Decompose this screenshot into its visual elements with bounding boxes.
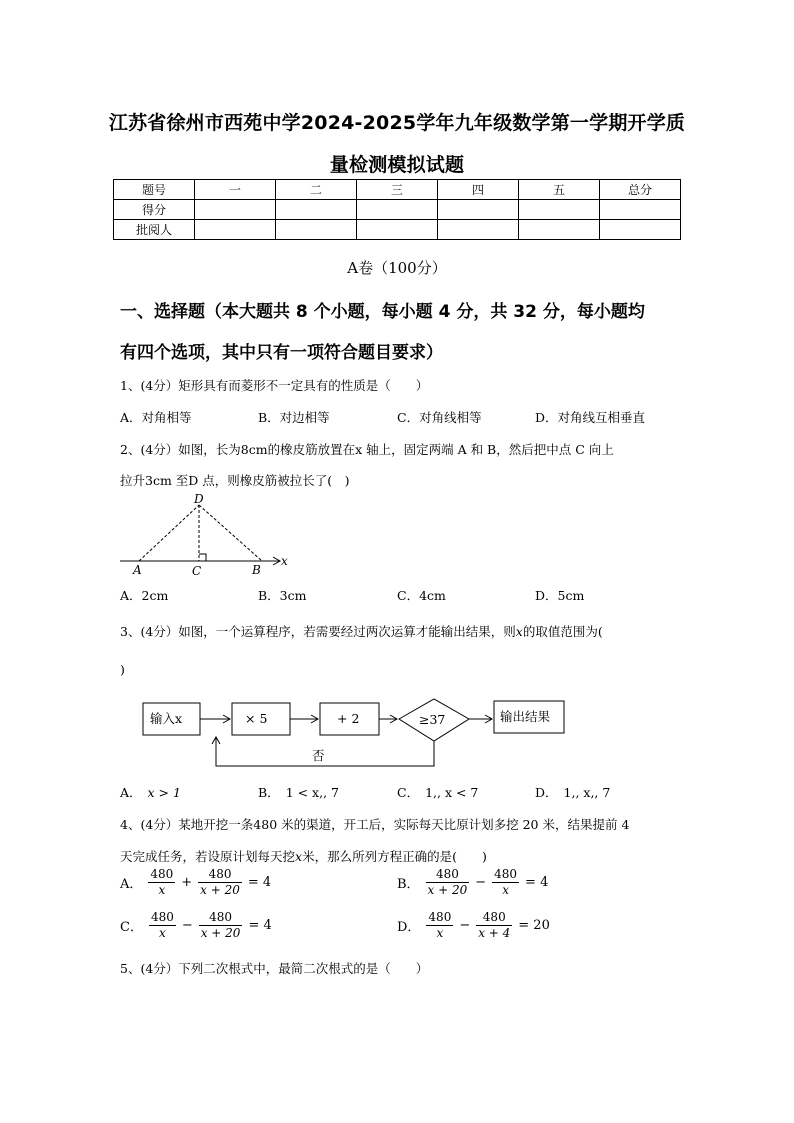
denominator: x (436, 926, 444, 940)
q4-option-d-label: D． (397, 920, 421, 935)
flow-add-label: + 2 (337, 711, 360, 726)
exam-title-line1: 江苏省徐州市西苑中学2024-2025学年九年级数学第一学期开学质 (108, 112, 686, 134)
paper-part-heading: A卷（100分） (347, 259, 447, 277)
numerator: 480 (494, 867, 518, 881)
q2-option-a: A．2cm (120, 588, 169, 603)
numerator: 480 (199, 910, 243, 926)
q3-option-d-label: D． (535, 785, 558, 800)
table-header-cell: 题号 (114, 180, 195, 200)
q3-option-d-math: 1,, x,, 7 (563, 785, 611, 800)
label-c: C (192, 564, 202, 578)
q4-option-b (397, 867, 548, 898)
table-header-cell: 三 (357, 180, 438, 200)
q1-option-b: B．对边相等 (258, 410, 330, 425)
q4-option-b-fraction-1 (426, 867, 470, 898)
q4-option-c (120, 910, 272, 941)
q4-stem-text-a: 天完成任务，若设原计划每天挖 (120, 849, 296, 864)
exam-title-line2: 量检测模拟试题 (329, 154, 465, 176)
q3-option-a (120, 783, 181, 801)
q4-option-a-fraction-2 (198, 867, 242, 898)
section-heading-line2: 有四个选项，其中只有一项符合题目要求） (120, 343, 443, 363)
q3-option-c-math: 1,, x < 7 (425, 785, 479, 800)
operator: − (181, 918, 193, 933)
operator: + (181, 875, 193, 890)
flow-input-label: 输入x (150, 711, 183, 726)
q4-option-d-fraction-1 (426, 910, 453, 941)
right-hand-side: = 20 (518, 918, 550, 933)
question-3-stem-line2: ) (120, 662, 125, 677)
flow-output-label: 输出结果 (500, 709, 551, 724)
q4-option-a (120, 867, 271, 898)
question-2-stem-line2: 拉升3cm 至D 点，则橡皮筋被拉长了( ) (120, 473, 350, 488)
label-x: x (281, 554, 288, 568)
q4-option-d-fraction-2 (476, 910, 512, 941)
numerator: 480 (198, 867, 242, 883)
flow-loop-back-line (216, 738, 434, 766)
table-header-cell: 一 (195, 180, 276, 200)
q3-option-c-label: C． (397, 785, 420, 800)
row-label: 批阅人 (114, 220, 195, 240)
operator: − (459, 918, 471, 933)
q3-option-b-label: B． (258, 785, 280, 800)
question-1-stem: 1、(4分）矩形具有而菱形不一定具有的性质是（ ） (120, 378, 429, 393)
table-header-cell: 总分 (600, 180, 681, 200)
question-4-stem-line1: 4、(4分）某地开挖一条480 米的渠道，开工后，实际每天比原计划多挖 20 米，结果提前 4 (120, 817, 630, 832)
numerator: 480 (426, 867, 470, 883)
label-b: B (252, 563, 261, 577)
flow-mult-label: × 5 (245, 711, 268, 726)
q1-option-a: A．对角相等 (120, 410, 192, 425)
q1-option-c: C．对角线相等 (397, 410, 482, 425)
q3-option-b-math: 1 < x,, 7 (285, 785, 339, 800)
q3-stem-var: x (515, 624, 523, 639)
q3-stem-text: 3、(4分）如图，一个运算程序，若需要经过两次运算才能输出结果，则 (120, 624, 516, 639)
right-hand-side: = 4 (525, 875, 549, 890)
q4-stem-var: x (295, 849, 303, 864)
q4-option-a-label: A． (120, 877, 143, 892)
denominator: x (158, 883, 166, 897)
q2-option-b: B．3cm (258, 588, 307, 603)
q2-option-d: D．5cm (535, 588, 585, 603)
q3-option-b (258, 783, 339, 801)
q2-option-c: C．4cm (397, 588, 446, 603)
label-a: A (133, 563, 142, 577)
q4-option-b-label: B． (397, 877, 420, 892)
q3-stem-tail: 的取值范围为( (522, 624, 603, 639)
q3-option-a-label: A． (120, 785, 142, 800)
table-header-cell: 二 (276, 180, 357, 200)
table-header-cell: 五 (519, 180, 600, 200)
q4-option-c-fraction-1 (149, 910, 176, 941)
right-hand-side: = 4 (247, 875, 272, 890)
q3-option-c (397, 783, 478, 801)
numerator: 480 (428, 910, 452, 924)
row-label: 得分 (114, 200, 195, 220)
q4-option-c-fraction-2 (199, 910, 243, 941)
flow-no-label: 否 (312, 748, 325, 763)
operator: − (475, 875, 487, 890)
q4-option-a-fraction-1 (148, 867, 175, 898)
denominator: x (502, 883, 509, 897)
q3-option-a-math: x > 1 (147, 785, 181, 800)
denominator: x + 4 (478, 926, 511, 940)
numerator: 480 (150, 867, 174, 881)
q4-stem-text-b: 米，那么所列方程正确的是( ) (302, 849, 487, 864)
question-5-stem: 5、(4分）下列二次根式中，最简二次根式的是（ ） (120, 961, 429, 976)
question-4-stem-line2 (120, 847, 487, 865)
denominator: x + 20 (200, 926, 241, 940)
denominator: x (159, 926, 166, 940)
question-2-stem-line1: 2、(4分）如图，长为8cm的橡皮筋放置在x 轴上，固定两端 A 和 B，然后把中点 C 向上 (120, 442, 614, 457)
q4-option-c-label: C． (120, 920, 143, 935)
table-header-cell: 四 (438, 180, 519, 200)
numerator: 480 (476, 910, 512, 926)
q3-option-d (535, 783, 610, 801)
q4-option-b-fraction-2 (492, 867, 519, 898)
q1-option-d: D．对角线互相垂直 (535, 410, 646, 425)
section-heading-line1: 一、选择题（本大题共 8 个小题，每小题 4 分，共 32 分，每小题均 (120, 302, 645, 322)
right-hand-side: = 4 (248, 918, 272, 933)
denominator: x + 20 (427, 883, 468, 897)
q4-option-d (397, 910, 550, 941)
label-d: D (194, 492, 204, 506)
denominator: x + 20 (200, 883, 240, 897)
flow-condition-label: ≥37 (419, 712, 446, 727)
numerator: 480 (150, 910, 174, 924)
